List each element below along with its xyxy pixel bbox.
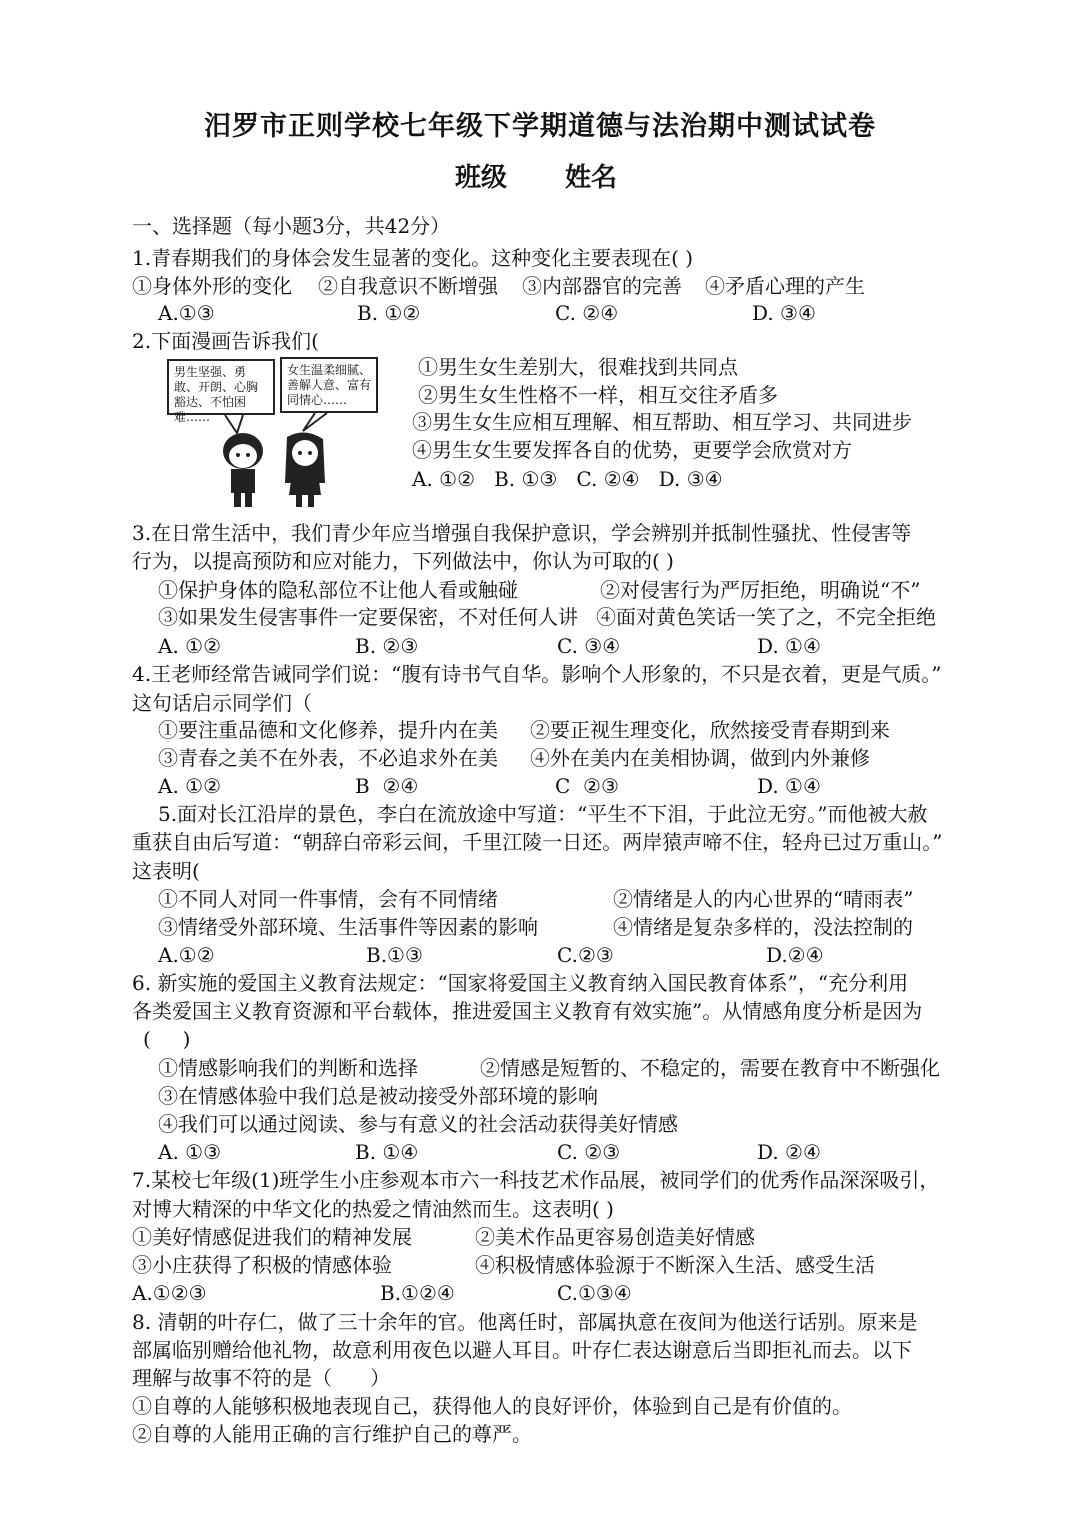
q4-item-1: ①要注重品德和文化修养，提升内在美 [158,718,498,742]
q8-item-1: ①自尊的人能够积极地表现自己，获得他人的良好评价，体验到自己是有价值的。 [132,1394,852,1418]
q3-choice-d: D. ①④ [757,634,821,658]
q2-item-2: ②男生女生性格不一样，相互交往矛盾多 [418,383,778,407]
q7-stem-line2: 对博大精深的中华文化的热爱之情油然而生。这表明( ) [132,1197,614,1221]
q5-stem-line3: 这表明( [132,859,200,883]
q7-choice-a: A.①②③ [132,1281,207,1305]
q6-item-2: ②情感是短暂的、不稳定的，需要在教育中不断强化 [480,1056,940,1080]
q3-stem-line2: 行为，以提高预防和应对能力，下列做法中，你认为可取的( ) [132,549,674,573]
q2-stem: 2.下面漫画告诉我们( [132,329,319,353]
q7-item-2: ②美术作品更容易创造美好情感 [475,1225,755,1249]
girl-speech-bubble: 女生温柔细腻、善解人意、富有同情心…… [280,357,378,413]
boy-speech-bubble: 男生坚强、勇敢、开朗、心胸豁达、不怕困难…… [167,359,275,415]
q6-stem-line1: 6. 新实施的爱国主义教育法规定：“国家将爱国主义教育纳入国民教育体系”，“充分利用 [132,971,909,995]
q1-item-3: ③内部器官的完善 [522,274,682,298]
q7-choice-c: C.①③④ [557,1281,632,1305]
q3-choice-c: C. ③④ [557,634,621,658]
q2-cartoon [165,355,380,510]
q2-choices: A. ①② B. ①③ C. ②④ D. ③④ [412,467,723,491]
q8-stem-line1: 8. 清朝的叶存仁，做了三十余年的官。他离任时，部属执意在夜间为他送行话别。原来是 [132,1310,918,1334]
q7-item-1: ①美好情感促进我们的精神发展 [132,1225,412,1249]
q1-stem: 1.青春期我们的身体会发生显著的变化。这种变化主要表现在( ) [132,246,694,270]
q6-item-4: ④我们可以通过阅读、参与有意义的社会活动获得美好情感 [158,1112,678,1136]
q5-choice-a: A.①② [158,943,215,967]
q3-stem-line1: 3.在日常生活中，我们青少年应当增强自我保护意识，学会辨别并抵制性骚扰、性侵害等 [132,521,912,545]
q7-stem-line1: 7.某校七年级(1)班学生小庄参观本市六一科技艺术作品展，被同学们的优秀作品深深吸引， [132,1168,940,1192]
q3-choice-a: A. ①② [158,634,222,658]
q5-stem-line1: 5.面对长江沿岸的景色，李白在流放途中写道：“平生不下泪，于此泣无穷。”而他被大赦 [158,802,928,826]
q1-item-4: ④矛盾心理的产生 [705,274,865,298]
q1-choice-c: C. ②④ [555,301,619,325]
q4-choice-d: D. ①④ [757,774,821,798]
q5-stem-line2: 重获自由后写道：“朝辞白帝彩云间，千里江陵一日还。两岸猿声啼不住，轻舟已过万重山。” [132,830,943,854]
name-label: 姓名 [565,163,618,193]
q1-choice-a: A.①③ [158,301,215,325]
section-heading: 一、选择题（每小题3分，共42分） [132,214,451,238]
q4-choice-c: C ②③ [555,774,619,798]
q2-item-3: ③男生女生应相互理解、相互帮助、相互学习、共同进步 [412,410,912,434]
q7-choice-b: B.①②④ [380,1281,455,1305]
q5-item-2: ②情绪是人的内心世界的“晴雨表” [613,887,914,911]
q5-item-3: ③情绪受外部环境、生活事件等因素的影响 [158,915,538,939]
q6-choice-b: B. ①④ [355,1140,419,1164]
boy-girl-illustration [165,355,380,510]
q6-item-3: ③在情感体验中我们总是被动接受外部环境的影响 [158,1084,598,1108]
q5-item-4: ④情绪是复杂多样的，没法控制的 [613,915,913,939]
q7-item-3: ③小庄获得了积极的情感体验 [132,1253,392,1277]
q1-choice-b: B. ①② [357,301,421,325]
q1-item-1: ①身体外形的变化 [132,274,292,298]
q4-item-3: ③青春之美不在外表，不必追求外在美 [158,746,498,770]
exam-title: 汨罗市正则学校七年级下学期道德与法治期中测试试卷 [204,111,876,142]
q4-item-4: ④外在美内在美相协调，做到内外兼修 [530,746,870,770]
q6-item-1: ①情感影响我们的判断和选择 [158,1056,418,1080]
q1-choice-d: D. ③④ [752,301,816,325]
q3-item-3: ③如果发生侵害事件一定要保密，不对任何人讲 [158,605,578,629]
q4-stem-line2: 这句话启示同学们（ [132,691,312,715]
q6-stem-line3: ( ) [143,1027,191,1051]
q4-choice-b: B ②④ [355,774,419,798]
q5-item-1: ①不同人对同一件事情，会有不同情绪 [158,887,498,911]
q2-item-4: ④男生女生要发挥各自的优势，更要学会欣赏对方 [412,438,852,462]
q6-stem-line2: 各类爱国主义教育资源和平台载体，推进爱国主义教育有效实施”。从情感角度分析是因为 [132,999,923,1023]
q1-item-2: ②自我意识不断增强 [318,274,498,298]
q3-item-1: ①保护身体的隐私部位不让他人看或触碰 [158,578,518,602]
q5-choice-c: C.②③ [557,943,614,967]
q3-item-2: ②对侵害行为严厉拒绝，明确说“不” [600,578,921,602]
q6-choice-d: D. ②④ [757,1140,821,1164]
q5-choice-b: B.①③ [366,943,423,967]
q6-choice-a: A. ①③ [158,1140,222,1164]
q7-item-4: ④积极情感体验源于不断深入生活、感受生活 [475,1253,875,1277]
q4-item-2: ②要正视生理变化，欣然接受青春期到来 [530,718,890,742]
q8-stem-line3: 理解与故事不符的是（ ） [132,1366,391,1390]
q4-stem-line1: 4.王老师经常告诫同学们说：“腹有诗书气自华。影响个人形象的，不只是衣着，更是气质。” [132,662,942,686]
q4-choice-a: A. ①② [158,774,222,798]
class-label: 班级 [455,163,508,193]
q2-item-1: ①男生女生差别大，很难找到共同点 [418,355,738,379]
q6-choice-c: C. ②③ [557,1140,621,1164]
q5-choice-d: D.②④ [766,943,824,967]
q3-item-4: ④面对黄色笑话一笑了之，不完全拒绝 [596,605,936,629]
q8-stem-line2: 部属临别赠给他礼物，故意利用夜色以避人耳目。叶存仁表达谢意后当即拒礼而去。以下 [132,1338,912,1362]
q8-item-2: ②自尊的人能用正确的言行维护自己的尊严。 [132,1422,532,1446]
q3-choice-b: B. ②③ [355,634,419,658]
